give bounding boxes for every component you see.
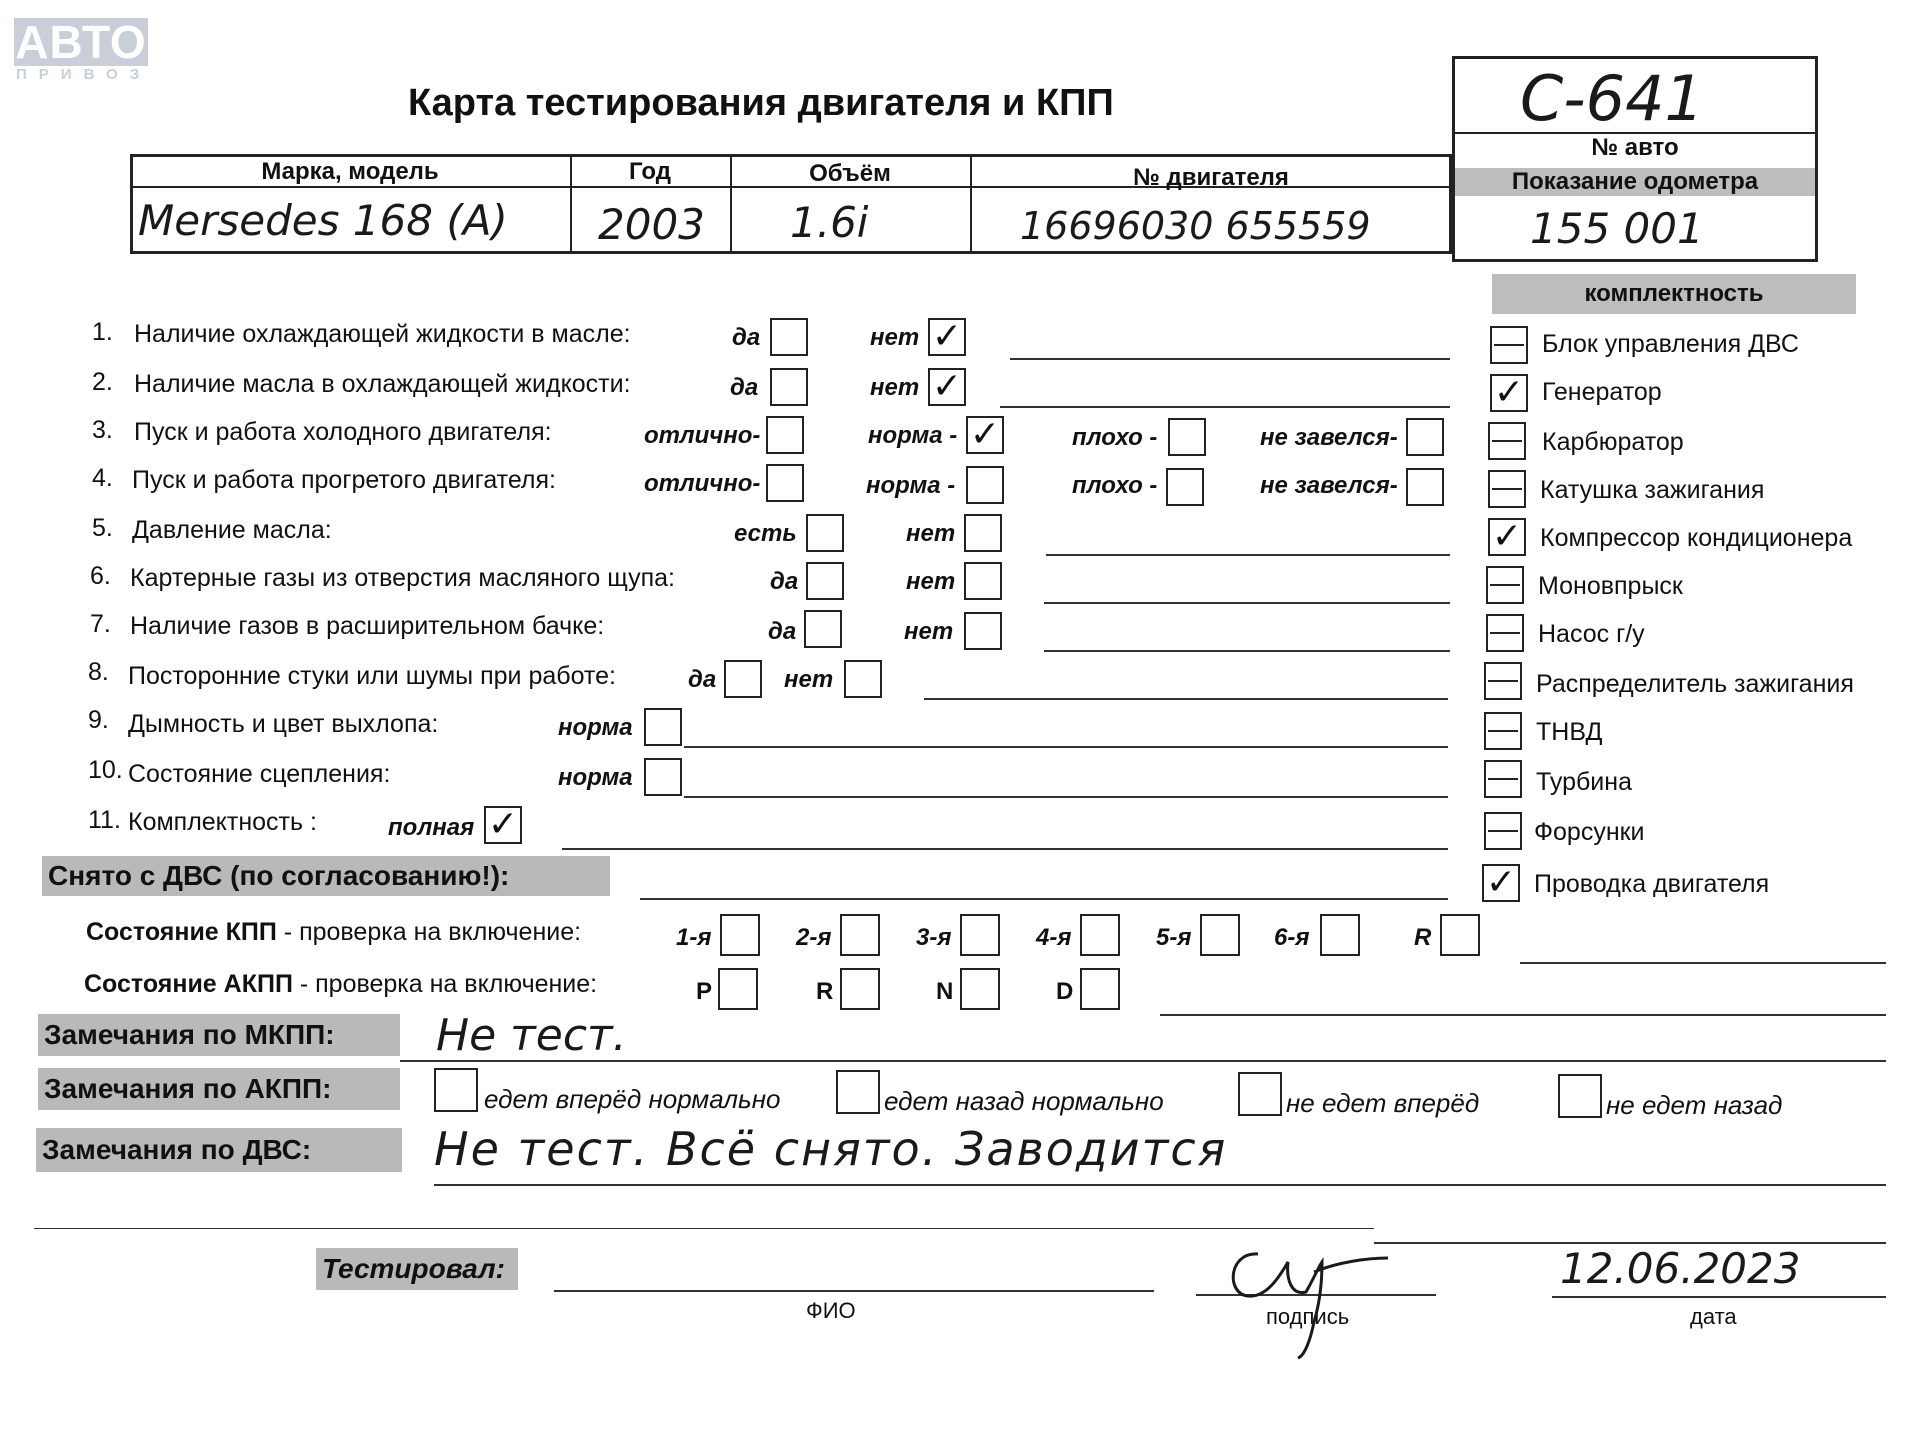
logo: АВТО xyxy=(15,16,147,68)
kit-item: Распределитель зажигания xyxy=(1536,670,1854,698)
gear-label: 3-я xyxy=(916,924,952,951)
tested-label: Тестировал: xyxy=(316,1248,518,1290)
question-text: Наличие масла в охлаждающей жидкости: xyxy=(134,370,631,398)
checkbox[interactable] xyxy=(766,464,804,502)
volume-value: 1.6i xyxy=(790,198,869,247)
answer-line xyxy=(1044,650,1450,652)
question-text: Наличие охлаждающей жидкости в масле: xyxy=(134,320,631,348)
kit-title: комплектность xyxy=(1492,274,1856,314)
gear-label: 6-я xyxy=(1274,924,1310,951)
checkbox[interactable] xyxy=(770,318,808,356)
checkbox[interactable] xyxy=(806,514,844,552)
option-label: нет xyxy=(906,568,956,595)
kit-checkbox-dash[interactable] xyxy=(1490,326,1528,364)
question-text: Пуск и работа холодного двигателя: xyxy=(134,418,552,446)
checkbox[interactable] xyxy=(804,610,842,648)
answer-line xyxy=(562,848,1448,850)
akpp-label-rest: - проверка на включение: xyxy=(292,970,598,998)
mkpp-notes-line xyxy=(400,1060,1886,1062)
checkbox[interactable] xyxy=(964,514,1002,552)
akpp-option-checkbox[interactable] xyxy=(1238,1072,1282,1116)
akpp-option-checkbox[interactable] xyxy=(836,1070,880,1114)
question-text: Пуск и работа прогретого двигателя: xyxy=(132,466,556,494)
question-number: 4. xyxy=(92,464,113,492)
option-label: отлично- xyxy=(644,422,761,449)
gear-checkbox[interactable] xyxy=(1080,914,1120,956)
checkbox[interactable] xyxy=(1406,418,1444,456)
gear-checkbox[interactable] xyxy=(718,968,758,1010)
question-number: 11. xyxy=(88,806,121,834)
question-number: 3. xyxy=(92,416,113,444)
checkbox[interactable] xyxy=(964,612,1002,650)
checkbox[interactable] xyxy=(1168,418,1206,456)
option-label: норма - xyxy=(866,472,956,499)
date-value: 12.06.2023 xyxy=(1560,1244,1801,1293)
fio-label: ФИО xyxy=(806,1298,856,1323)
checkbox[interactable] xyxy=(844,660,882,698)
gear-label: R xyxy=(1414,924,1432,951)
option-label: нет xyxy=(904,618,954,645)
answer-line xyxy=(1046,554,1450,556)
kit-checkbox-dash[interactable] xyxy=(1488,422,1526,460)
kit-item: Компрессор кондиционера xyxy=(1540,524,1853,552)
question-number: 9. xyxy=(88,706,109,734)
car-number-value: C-641 xyxy=(1520,62,1705,135)
kit-checkbox-dash[interactable] xyxy=(1484,662,1522,700)
signature-label: подпись xyxy=(1266,1304,1350,1329)
question-number: 2. xyxy=(92,368,113,396)
odometer-value: 155 001 xyxy=(1530,204,1704,253)
option-label: нет xyxy=(906,520,956,547)
date-line xyxy=(1552,1296,1886,1298)
option-label: нет xyxy=(870,374,920,401)
question-text: Посторонние стуки или шумы при работе: xyxy=(128,662,616,690)
gear-label: 2-я xyxy=(796,924,832,951)
checkbox[interactable] xyxy=(966,466,1004,504)
answer-line xyxy=(924,698,1448,700)
option-label: полная xyxy=(388,814,475,841)
answer-line xyxy=(684,746,1448,748)
kpp-label-rest: - проверка на включение: xyxy=(276,918,582,946)
logo-subtitle: ПРИВОЗ xyxy=(16,66,152,83)
akpp-option-label: не едет назад xyxy=(1606,1090,1783,1120)
checkbox[interactable] xyxy=(724,660,762,698)
removed-label: Снято с ДВС (по согласованию!): xyxy=(42,856,610,896)
odometer-label: Показание одометра xyxy=(1455,168,1815,196)
kit-item: Блок управления ДВС xyxy=(1542,330,1799,358)
question-text: Давление масла: xyxy=(132,516,332,544)
option-label: отлично- xyxy=(644,470,761,497)
akpp-line xyxy=(1160,1014,1886,1016)
checkbox[interactable] xyxy=(964,562,1002,600)
kit-item: Карбюратор xyxy=(1542,428,1684,456)
date-label: дата xyxy=(1690,1304,1737,1329)
checkbox[interactable] xyxy=(644,758,682,796)
option-label: норма - xyxy=(868,422,958,449)
kit-checkbox-dash[interactable] xyxy=(1488,470,1526,508)
akpp-option-label: не едет вперёд xyxy=(1286,1088,1480,1118)
dvs-notes-line xyxy=(434,1184,1886,1186)
gear-checkbox[interactable] xyxy=(840,914,880,956)
dvs-notes-label: Замечания по ДВС: xyxy=(36,1128,402,1172)
volume-label: Объём xyxy=(809,160,891,187)
option-label: плохо - xyxy=(1072,472,1158,499)
answer-line xyxy=(1044,602,1450,604)
question-number: 10. xyxy=(88,756,123,784)
gear-label: 4-я xyxy=(1036,924,1072,951)
checkbox-checked[interactable]: ✓ xyxy=(966,416,1004,454)
gear-label: R xyxy=(816,978,834,1005)
akpp-option-label: едет назад нормально xyxy=(884,1086,1164,1116)
akpp-notes-label: Замечания по АКПП: xyxy=(38,1068,400,1110)
gear-label: P xyxy=(696,978,713,1005)
option-label: да xyxy=(688,666,717,693)
engine-label: № двигателя xyxy=(1133,164,1289,191)
fio-line xyxy=(554,1290,1154,1292)
kit-checkbox-dash[interactable] xyxy=(1486,566,1524,604)
checkbox-checked[interactable]: ✓ xyxy=(484,806,522,844)
question-text: Дымность и цвет выхлопа: xyxy=(128,710,439,738)
option-label: плохо - xyxy=(1072,424,1158,451)
gear-checkbox[interactable] xyxy=(1080,968,1120,1010)
gear-checkbox[interactable] xyxy=(1440,914,1480,956)
checkbox-checked[interactable]: ✓ xyxy=(928,318,966,356)
gear-checkbox[interactable] xyxy=(1200,914,1240,956)
gear-label: N xyxy=(936,978,954,1005)
gear-label: D xyxy=(1056,978,1074,1005)
question-text: Состояние сцепления: xyxy=(128,760,391,788)
car-number-label: № авто xyxy=(1591,134,1679,161)
kpp-row-label xyxy=(86,918,581,947)
question-number: 7. xyxy=(90,610,111,638)
kit-item: Турбина xyxy=(1536,768,1632,796)
year-label: Год xyxy=(629,158,671,185)
dvs-notes-line-2 xyxy=(34,1228,1374,1229)
gear-checkbox[interactable] xyxy=(960,914,1000,956)
option-label: есть xyxy=(734,520,797,547)
kit-item: Насос г/у xyxy=(1538,620,1645,648)
kpp-line xyxy=(1520,962,1886,964)
kit-item: Генератор xyxy=(1542,378,1662,406)
kit-item: Катушка зажигания xyxy=(1540,476,1765,504)
option-label: да xyxy=(732,324,761,351)
question-text: Наличие газов в расширительном бачке: xyxy=(130,612,605,640)
engine-value: 16696030 655559 xyxy=(1020,204,1371,248)
checkbox[interactable] xyxy=(1406,468,1444,506)
kit-item: Проводка двигателя xyxy=(1534,870,1770,898)
kpp-label: Состояние КПП xyxy=(86,918,277,946)
kit-checkbox-dash[interactable] xyxy=(1484,760,1522,798)
checkbox[interactable] xyxy=(644,708,682,746)
answer-line xyxy=(1000,406,1450,408)
dvs-notes-value: Не тест. Всё снято. Заводится xyxy=(434,1122,1228,1176)
kit-checkbox-dash[interactable] xyxy=(1484,812,1522,850)
gear-checkbox[interactable] xyxy=(840,968,880,1010)
kit-item: Моновпрыск xyxy=(1538,572,1683,600)
answer-line xyxy=(684,796,1448,798)
option-label: норма xyxy=(558,764,633,791)
kit-checkbox-checked[interactable]: ✓ xyxy=(1490,374,1528,412)
option-label: да xyxy=(730,374,759,401)
kit-item: ТНВД xyxy=(1536,718,1603,746)
question-number: 8. xyxy=(88,658,109,686)
question-number: 1. xyxy=(92,318,113,346)
option-label: норма xyxy=(558,714,633,741)
akpp-row-label xyxy=(84,970,597,999)
brand-value: Mersedes 168 (A) xyxy=(138,196,508,245)
checkbox[interactable] xyxy=(1166,468,1204,506)
akpp-label: Состояние АКПП xyxy=(84,970,293,998)
kit-checkbox-dash[interactable] xyxy=(1486,614,1524,652)
question-text: Комплектность : xyxy=(128,808,317,836)
gear-checkbox[interactable] xyxy=(720,914,760,956)
gear-checkbox[interactable] xyxy=(1320,914,1360,956)
option-label: не завелся- xyxy=(1260,424,1398,451)
option-label: да xyxy=(768,618,797,645)
answer-line xyxy=(1010,358,1450,360)
kit-item: Форсунки xyxy=(1534,818,1645,846)
year-value: 2003 xyxy=(598,200,705,249)
checkbox[interactable] xyxy=(770,368,808,406)
gear-checkbox[interactable] xyxy=(960,968,1000,1010)
kit-checkbox-dash[interactable] xyxy=(1484,712,1522,750)
option-label: нет xyxy=(784,666,834,693)
gear-label: 1-я xyxy=(676,924,712,951)
checkbox-checked[interactable]: ✓ xyxy=(928,368,966,406)
kit-checkbox-checked[interactable]: ✓ xyxy=(1482,864,1520,902)
question-number: 6. xyxy=(90,562,111,590)
option-label: нет xyxy=(870,324,920,351)
mkpp-notes-label: Замечания по МКПП: xyxy=(38,1014,400,1056)
gear-label: 5-я xyxy=(1156,924,1192,951)
akpp-option-checkbox[interactable] xyxy=(1558,1074,1602,1118)
option-label: не завелся- xyxy=(1260,472,1398,499)
signature-scribble xyxy=(1218,1232,1398,1362)
page-title: Карта тестирования двигателя и КПП xyxy=(408,82,1114,124)
option-label: да xyxy=(770,568,799,595)
question-number: 5. xyxy=(92,514,113,542)
removed-line xyxy=(640,898,1448,900)
akpp-option-checkbox[interactable] xyxy=(434,1068,478,1112)
mkpp-notes-value: Не тест. xyxy=(436,1010,627,1061)
question-text: Картерные газы из отверстия масляного щупа: xyxy=(130,564,675,592)
kit-checkbox-checked[interactable]: ✓ xyxy=(1488,518,1526,556)
brand-label: Марка, модель xyxy=(261,158,439,185)
akpp-option-label: едет вперёд нормально xyxy=(484,1084,781,1114)
checkbox[interactable] xyxy=(806,562,844,600)
checkbox[interactable] xyxy=(766,416,804,454)
